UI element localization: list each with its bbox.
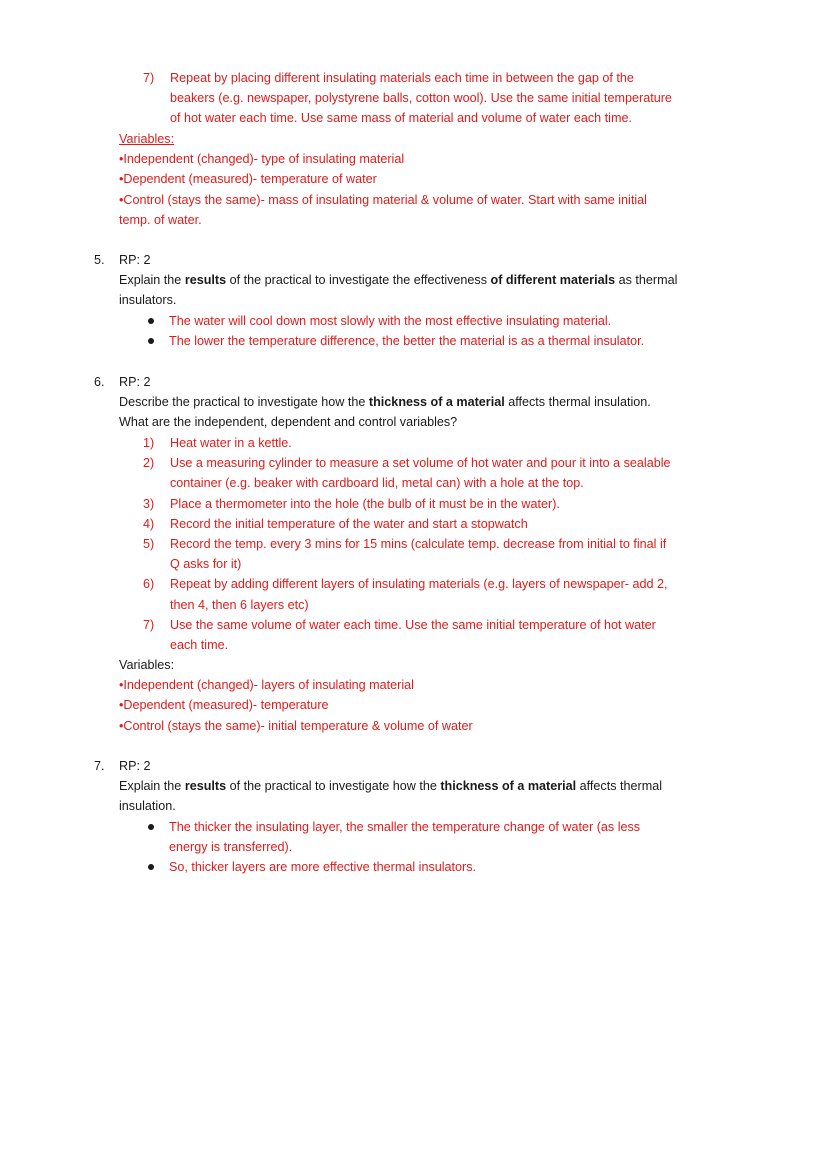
rp-label: RP: 2 [119, 375, 151, 389]
step-text: Record the initial temperature of the water and start a stopwatch [170, 516, 528, 531]
variable-independent: •Independent (changed)- layers of insulating material [119, 678, 414, 693]
rp-label: RP: 2 [119, 253, 151, 267]
step-number: 7) [143, 617, 155, 632]
answer-bullet: So, thicker layers are more effective thermal insulators. [145, 857, 775, 877]
q6-steps [143, 433, 783, 655]
q5-answers [145, 311, 775, 351]
step-text: then 4, then 6 layers etc) [170, 597, 309, 612]
answer-bullet: The thicker the insulating layer, the smaller the temperature change of water (as less energy is transferred). [145, 817, 775, 857]
step-item [143, 615, 783, 655]
step-number: 4) [143, 516, 155, 531]
variable-control-wrap: temp. of water. [119, 212, 202, 227]
step-item [143, 534, 783, 574]
variable-control: •Control (stays the same)- initial temperature & volume of water [119, 718, 473, 733]
top-variables [119, 129, 779, 230]
step-item [143, 494, 783, 514]
variable-independent: •Independent (changed)- type of insulating material [119, 152, 405, 167]
question-text: Explain the results of the practical to investigate the effectiveness of different materials as thermal [119, 273, 678, 288]
step-text: Use the same volume of water each time. Use the same initial temperature of hot water [170, 617, 656, 632]
q7-answers [145, 817, 775, 878]
step-number: 6) [143, 577, 155, 592]
variable-dependent: •Dependent (measured)- temperature of water [119, 172, 377, 187]
step-text: beakers (e.g. newspaper, polystyrene balls, cotton wool). Use the same initial temperature [170, 91, 672, 106]
step-number: 7) [143, 71, 155, 85]
question-number: 5. [94, 253, 105, 267]
answer-bullet: The water will cool down most slowly with the most effective insulating material. [145, 311, 775, 331]
step-item [143, 433, 783, 453]
question-text-wrap: What are the independent, dependent and control variables? [119, 415, 458, 430]
step-text: Repeat by placing different insulating materials each time in between the gap of the [170, 71, 634, 85]
step-number: 1) [143, 436, 155, 450]
step-text: Q asks for it) [170, 557, 242, 572]
step-item [143, 68, 783, 129]
step-number: 2) [143, 456, 155, 471]
question-text: Explain the results of the practical to investigate how the thickness of a material affects thermal [119, 779, 663, 794]
question-number: 7. [94, 759, 105, 773]
question-text: Describe the practical to investigate how the thickness of a material affects thermal insulation. [119, 395, 651, 410]
question-text-wrap: insulators. [119, 293, 177, 308]
step-text: each time. [170, 637, 229, 652]
variables-heading: Variables: [119, 132, 175, 146]
variable-control: •Control (stays the same)- mass of insulating material & volume of water. Start with same initial [119, 192, 647, 207]
question-7 [119, 756, 779, 817]
q6-variables [119, 655, 779, 736]
step-item [143, 514, 783, 534]
step-number: 5) [143, 536, 155, 551]
variables-heading: Variables: [119, 658, 175, 672]
rp-label: RP: 2 [119, 759, 151, 773]
step-text: Repeat by adding different layers of insulating materials (e.g. layers of newspaper- add 2, [170, 577, 668, 592]
step-item [143, 574, 783, 614]
top-steps [143, 68, 783, 129]
step-text: Use a measuring cylinder to measure a set volume of hot water and pour it into a sealable [170, 456, 671, 471]
variable-dependent: •Dependent (measured)- temperature [119, 698, 329, 713]
question-5 [119, 250, 779, 311]
step-text: Heat water in a kettle. [170, 436, 292, 450]
step-text: of hot water each time. Use same mass of material and volume of water each time. [170, 111, 632, 126]
step-number: 3) [143, 496, 155, 511]
step-text: Place a thermometer into the hole (the bulb of it must be in the water). [170, 496, 560, 511]
step-item [143, 453, 783, 493]
step-text: container (e.g. beaker with cardboard lid, metal can) with a hole at the top. [170, 476, 584, 491]
answer-bullet: The lower the temperature difference, the better the material is as a thermal insulator. [145, 331, 775, 351]
question-6 [119, 372, 779, 433]
question-number: 6. [94, 375, 105, 389]
step-text: Record the temp. every 3 mins for 15 mins (calculate temp. decrease from initial to final if [170, 536, 667, 551]
question-text-wrap: insulation. [119, 799, 176, 814]
